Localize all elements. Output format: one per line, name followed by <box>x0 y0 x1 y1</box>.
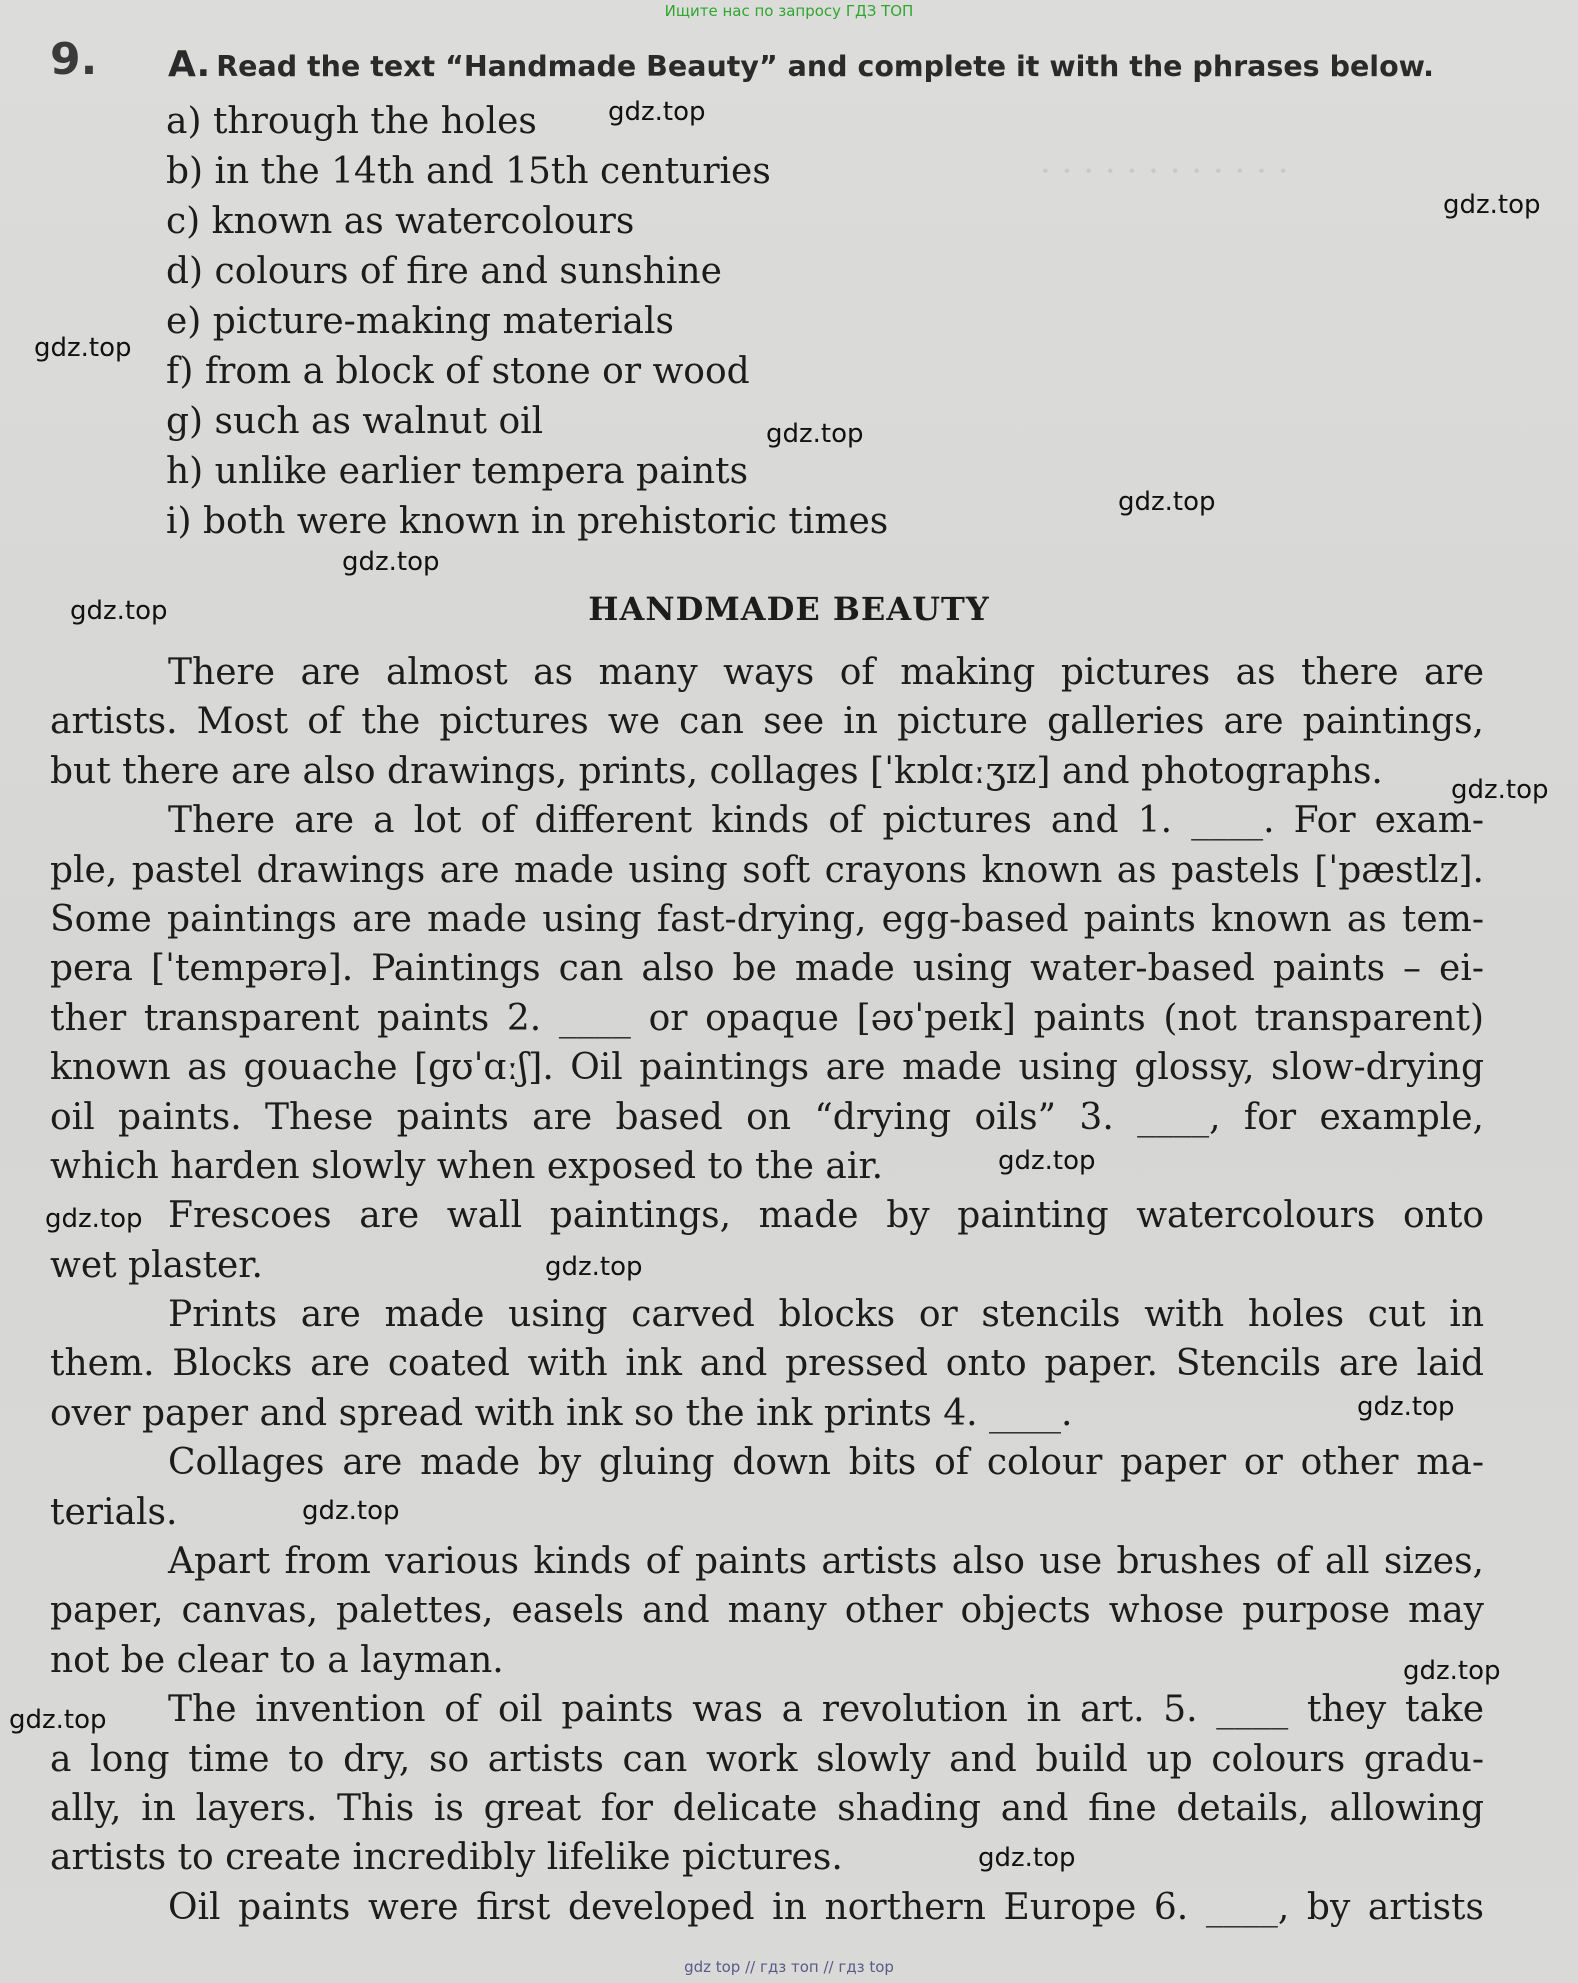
option-b: b) in the 14th and 15th centuries <box>166 151 771 192</box>
text-line: ple, pastel drawings are made using soft crayons known as pastels [ˈpæstlz]. <box>50 849 1484 891</box>
text-line: Oil paints were first developed in northern Europe 6. ____, by artists <box>168 1886 1484 1928</box>
text-line: Frescoes are wall paintings, made by painting watercolours onto <box>168 1195 1484 1237</box>
text-line: Apart from various kinds of paints artists also use brushes of all sizes, <box>168 1541 1484 1583</box>
text-line: wet plaster. <box>50 1244 263 1286</box>
option-i: i) both were known in prehistoric times <box>166 501 889 542</box>
bottom-banner: gdz top // гдз топ // гдз top <box>684 1958 894 1976</box>
option-d: d) colours of fire and sunshine <box>166 251 722 292</box>
text-line: artists to create incredibly lifelike pictures. <box>50 1837 843 1879</box>
watermark: gdz.top <box>608 97 706 127</box>
option-h: h) unlike earlier tempera paints <box>166 451 749 492</box>
watermark: gdz.top <box>1357 1392 1455 1422</box>
watermark: gdz.top <box>9 1705 107 1735</box>
watermark: gdz.top <box>34 333 132 363</box>
text-line: terials. <box>50 1491 178 1533</box>
text-line: Prints are made using carved blocks or stencils with holes cut in <box>168 1294 1484 1336</box>
text-line: over paper and spread with ink so the ink prints 4. ____. <box>50 1392 1073 1434</box>
watermark: gdz.top <box>766 419 864 449</box>
text-line: them. Blocks are coated with ink and pressed onto paper. Stencils are laid <box>50 1343 1484 1385</box>
watermark: gdz.top <box>978 1843 1076 1873</box>
option-a: a) through the holes <box>166 101 537 142</box>
instruction-text: Read the text “Handmade Beauty” and complete it with the phrases below. <box>216 50 1434 83</box>
exercise-instruction <box>168 44 1434 85</box>
text-line: ther transparent paints 2. ____ or opaque [əʊˈpeɪk] paints (not transparent) <box>50 997 1484 1039</box>
text-line: pera [ˈtempərə]. Paintings can also be made using water-based paints – ei- <box>50 948 1484 990</box>
article-body <box>50 648 1484 1932</box>
option-e: e) picture-making materials <box>166 301 674 342</box>
text-line: The invention of oil paints was a revolution in art. 5. ____ they take <box>168 1689 1484 1731</box>
text-line: oil paints. These paints are based on “drying oils” 3. ____, for example, <box>50 1096 1484 1138</box>
text-line: There are almost as many ways of making pictures as there are <box>168 652 1484 693</box>
text-title: HANDMADE BEAUTY <box>588 590 990 628</box>
text-line: which harden slowly when exposed to the air. <box>50 1145 884 1187</box>
text-line: ally, in layers. This is great for delicate shading and fine details, allowing <box>50 1787 1484 1829</box>
watermark: gdz.top <box>70 596 168 626</box>
show-through-text: · · · · · · · · · · · · <box>1040 150 1289 190</box>
text-line: but there are also drawings, prints, collages [ˈkɒlɑːʒɪz] and photographs. <box>50 750 1383 792</box>
text-line: not be clear to a layman. <box>50 1639 504 1681</box>
watermark: gdz.top <box>1451 775 1549 805</box>
option-g: g) such as walnut oil <box>166 401 544 442</box>
watermark: gdz.top <box>302 1496 400 1526</box>
watermark: gdz.top <box>1118 487 1216 517</box>
watermark: gdz.top <box>545 1252 643 1282</box>
watermark: gdz.top <box>1403 1656 1501 1686</box>
phrase-options <box>166 97 888 547</box>
exercise-number: 9. <box>50 34 98 85</box>
watermark: gdz.top <box>998 1146 1096 1176</box>
top-banner: Ищите нас по запросу ГДЗ ТОП <box>664 2 914 20</box>
text-line: a long time to dry, so artists can work slowly and build up colours gradu- <box>50 1738 1484 1780</box>
text-line: Collages are made by gluing down bits of colour paper or other ma- <box>168 1442 1484 1484</box>
text-line: artists. Most of the pictures we can see in picture galleries are paintings, <box>50 701 1484 743</box>
text-line: There are a lot of different kinds of pictures and 1. ____. For exam- <box>168 800 1484 842</box>
watermark: gdz.top <box>342 547 440 577</box>
text-line: paper, canvas, palettes, easels and many other objects whose purpose may <box>50 1590 1484 1632</box>
option-c: c) known as watercolours <box>166 201 635 242</box>
task-label: A. <box>168 44 211 85</box>
watermark: gdz.top <box>45 1204 143 1234</box>
option-f: f) from a block of stone or wood <box>166 351 750 392</box>
watermark: gdz.top <box>1443 190 1541 220</box>
text-line: known as gouache [gʊˈɑːʃ]. Oil paintings are made using glossy, slow-drying <box>50 1047 1484 1089</box>
text-line: Some paintings are made using fast-drying, egg-based paints known as tem- <box>50 898 1484 940</box>
